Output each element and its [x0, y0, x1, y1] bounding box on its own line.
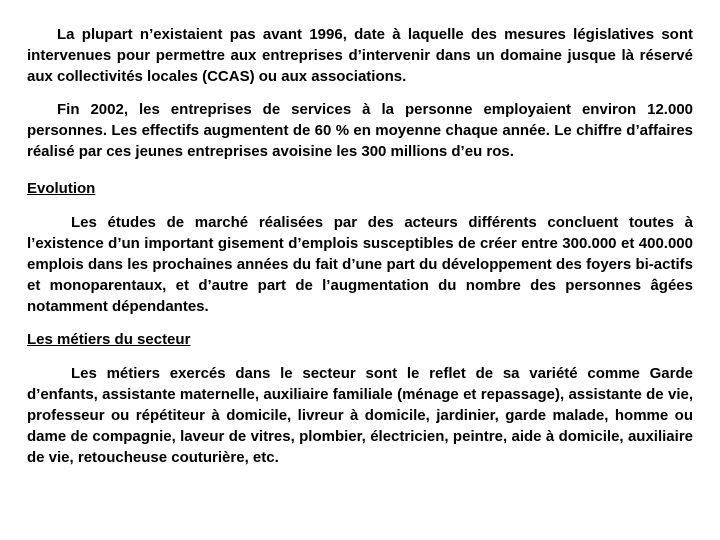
heading-evolution: Evolution: [27, 180, 96, 197]
paragraph-metiers: Les métiers exercés dans le secteur sont le reflet de sa variété comme Garde d’enfants, assistante maternelle, auxiliaire familiale (ménage et repassage), assistante de vie, professeur ou répétiteur à domicile, livreur à domicile, jardinier, garde malade, homme ou dame de compagnie, laveur de vitres, plombier, électricien, peintre, aide à domicile, auxiliaire de vie, retoucheuse couturière, etc.: [27, 365, 693, 466]
heading-metiers-du-secteur: Les métiers du secteur: [27, 331, 191, 348]
paragraph-intro: La plupart n’existaient pas avant 1996, date à laquelle des mesures législatives sont intervenues pour permettre aux entreprises d’intervenir dans un domaine jusque là réservé aux collectivités locales (CCAS) ou aux associations.: [27, 26, 693, 85]
paragraph-fin-2002: Fin 2002, les entreprises de services à la personne employaient environ 12.000 personnes. Les effectifs augmentent de 60 % en moyenne chaque année. Le chiffre d’affaires réalisé par ces jeunes entreprises avoisine les 300 millions d’eu ros.: [27, 101, 693, 160]
paragraph-evolution: Les études de marché réalisées par des acteurs différents concluent toutes à l’existence d’un important gisement d’emplois susceptibles de créer entre 300.000 et 400.000 emplois dans les prochaines années du fait d’une part du développement des foyers bi-actifs et monoparentaux, et d’autre part de l’augmentation du nombre des personnes âgées notamment dépendantes.: [27, 214, 693, 315]
